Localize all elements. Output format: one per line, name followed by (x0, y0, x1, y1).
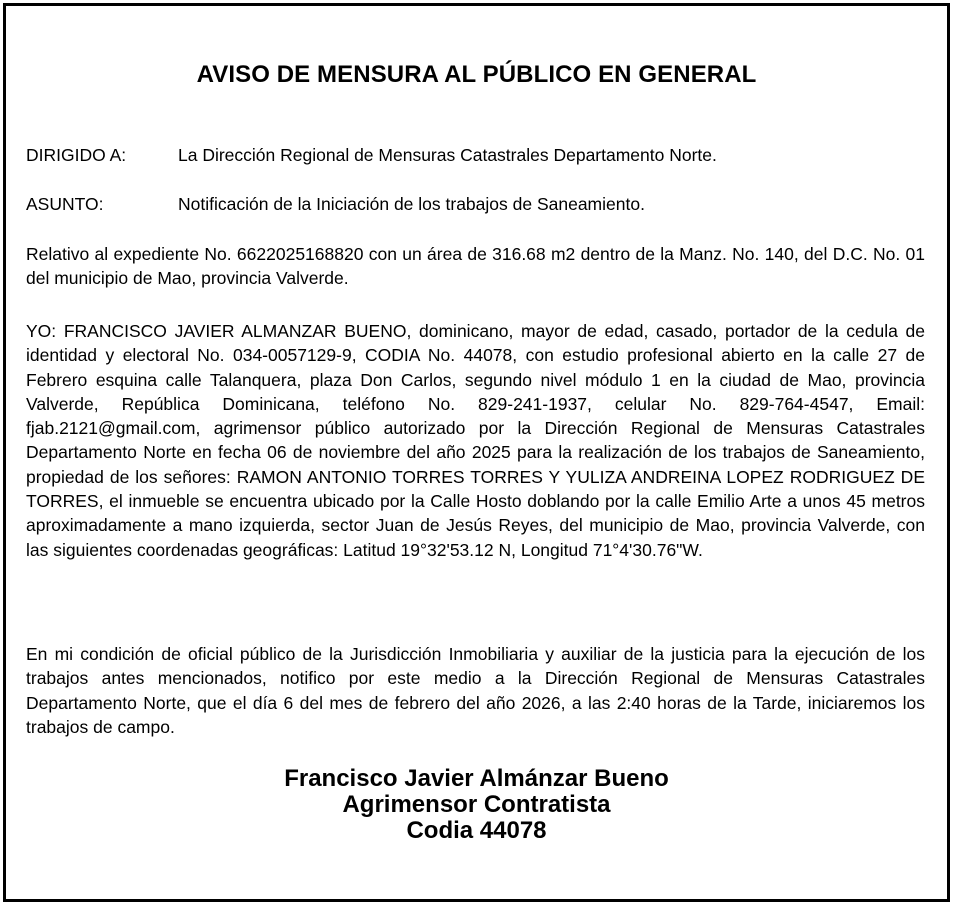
asunto-row (26, 192, 927, 216)
dirigido-row (26, 143, 927, 167)
paragraph-relativo: Relativo al expediente No. 6622025168820 con un área de 316.68 m2 dentro de la Manz. No. 140, del D.C. No. 01 del municipio de Mao, provincia Valverde. (26, 244, 925, 289)
dirigido-label: DIRIGIDO A: (26, 145, 127, 165)
signature-name: Francisco Javier Almánzar Bueno (284, 765, 669, 792)
paragraph-notificacion: En mi condición de oficial público de la Jurisdicción Inmobiliaria y auxiliar de la justicia para la ejecución de los trabajos antes mencionados, notifico por este medio a la Dirección Regional de Mensuras Catastrales Departamento Norte, que el día 6 del mes de febrero del año 2026, a las 2:40 horas de la Tarde, iniciaremos los trabajos de campo. (26, 644, 925, 737)
dirigido-value: La Dirección Regional de Mensuras Catastrales Departamento Norte. (178, 145, 717, 165)
signature-codia: Codia 44078 (406, 817, 547, 844)
asunto-value: Notificación de la Iniciación de los trabajos de Saneamiento. (178, 194, 645, 214)
notice-box (3, 3, 950, 902)
paragraph-declaracion: YO: FRANCISCO JAVIER ALMANZAR BUENO, dominicano, mayor de edad, casado, portador de la cedula de identidad y electoral No. 034-0057129-9, CODIA No. 44078, con estudio profesional abierto en la calle 27 de Febrero esquina calle Talanquera, plaza Don Carlos, segundo nivel módulo 1 en la ciudad de Mao, provincia Valverde, República Dominicana, teléfono No. 829-241-1937, celular No. 829-764-4547, Email: fjab.2121@gmail.com, agrimensor público autorizado por la Dirección Regional de Mensuras Catastrales Departamento Norte en fecha 06 de noviembre del año 2025 para la realización de los trabajos de Saneamiento, propiedad de los señores: RAMON ANTONIO TORRES TORRES Y YULIZA ANDREINA LOPEZ RODRIGUEZ DE TORRES, el inmueble se encuentra ubicado por la Calle Hosto doblando por la calle Emilio Arte a unos 45 metros aproximadamente a mano izquierda, sector Juan de Jesús Reyes, del municipio de Mao, provincia Valverde, con las siguientes coordenadas geográficas: Latitud 19°32'53.12 N, Longitud 71°4'30.76"W. (26, 321, 925, 560)
asunto-label: ASUNTO: (26, 194, 104, 214)
notice-title: AVISO DE MENSURA AL PÚBLICO EN GENERAL (196, 61, 757, 88)
signature-block (6, 766, 947, 844)
signature-role: Agrimensor Contratista (342, 791, 611, 818)
